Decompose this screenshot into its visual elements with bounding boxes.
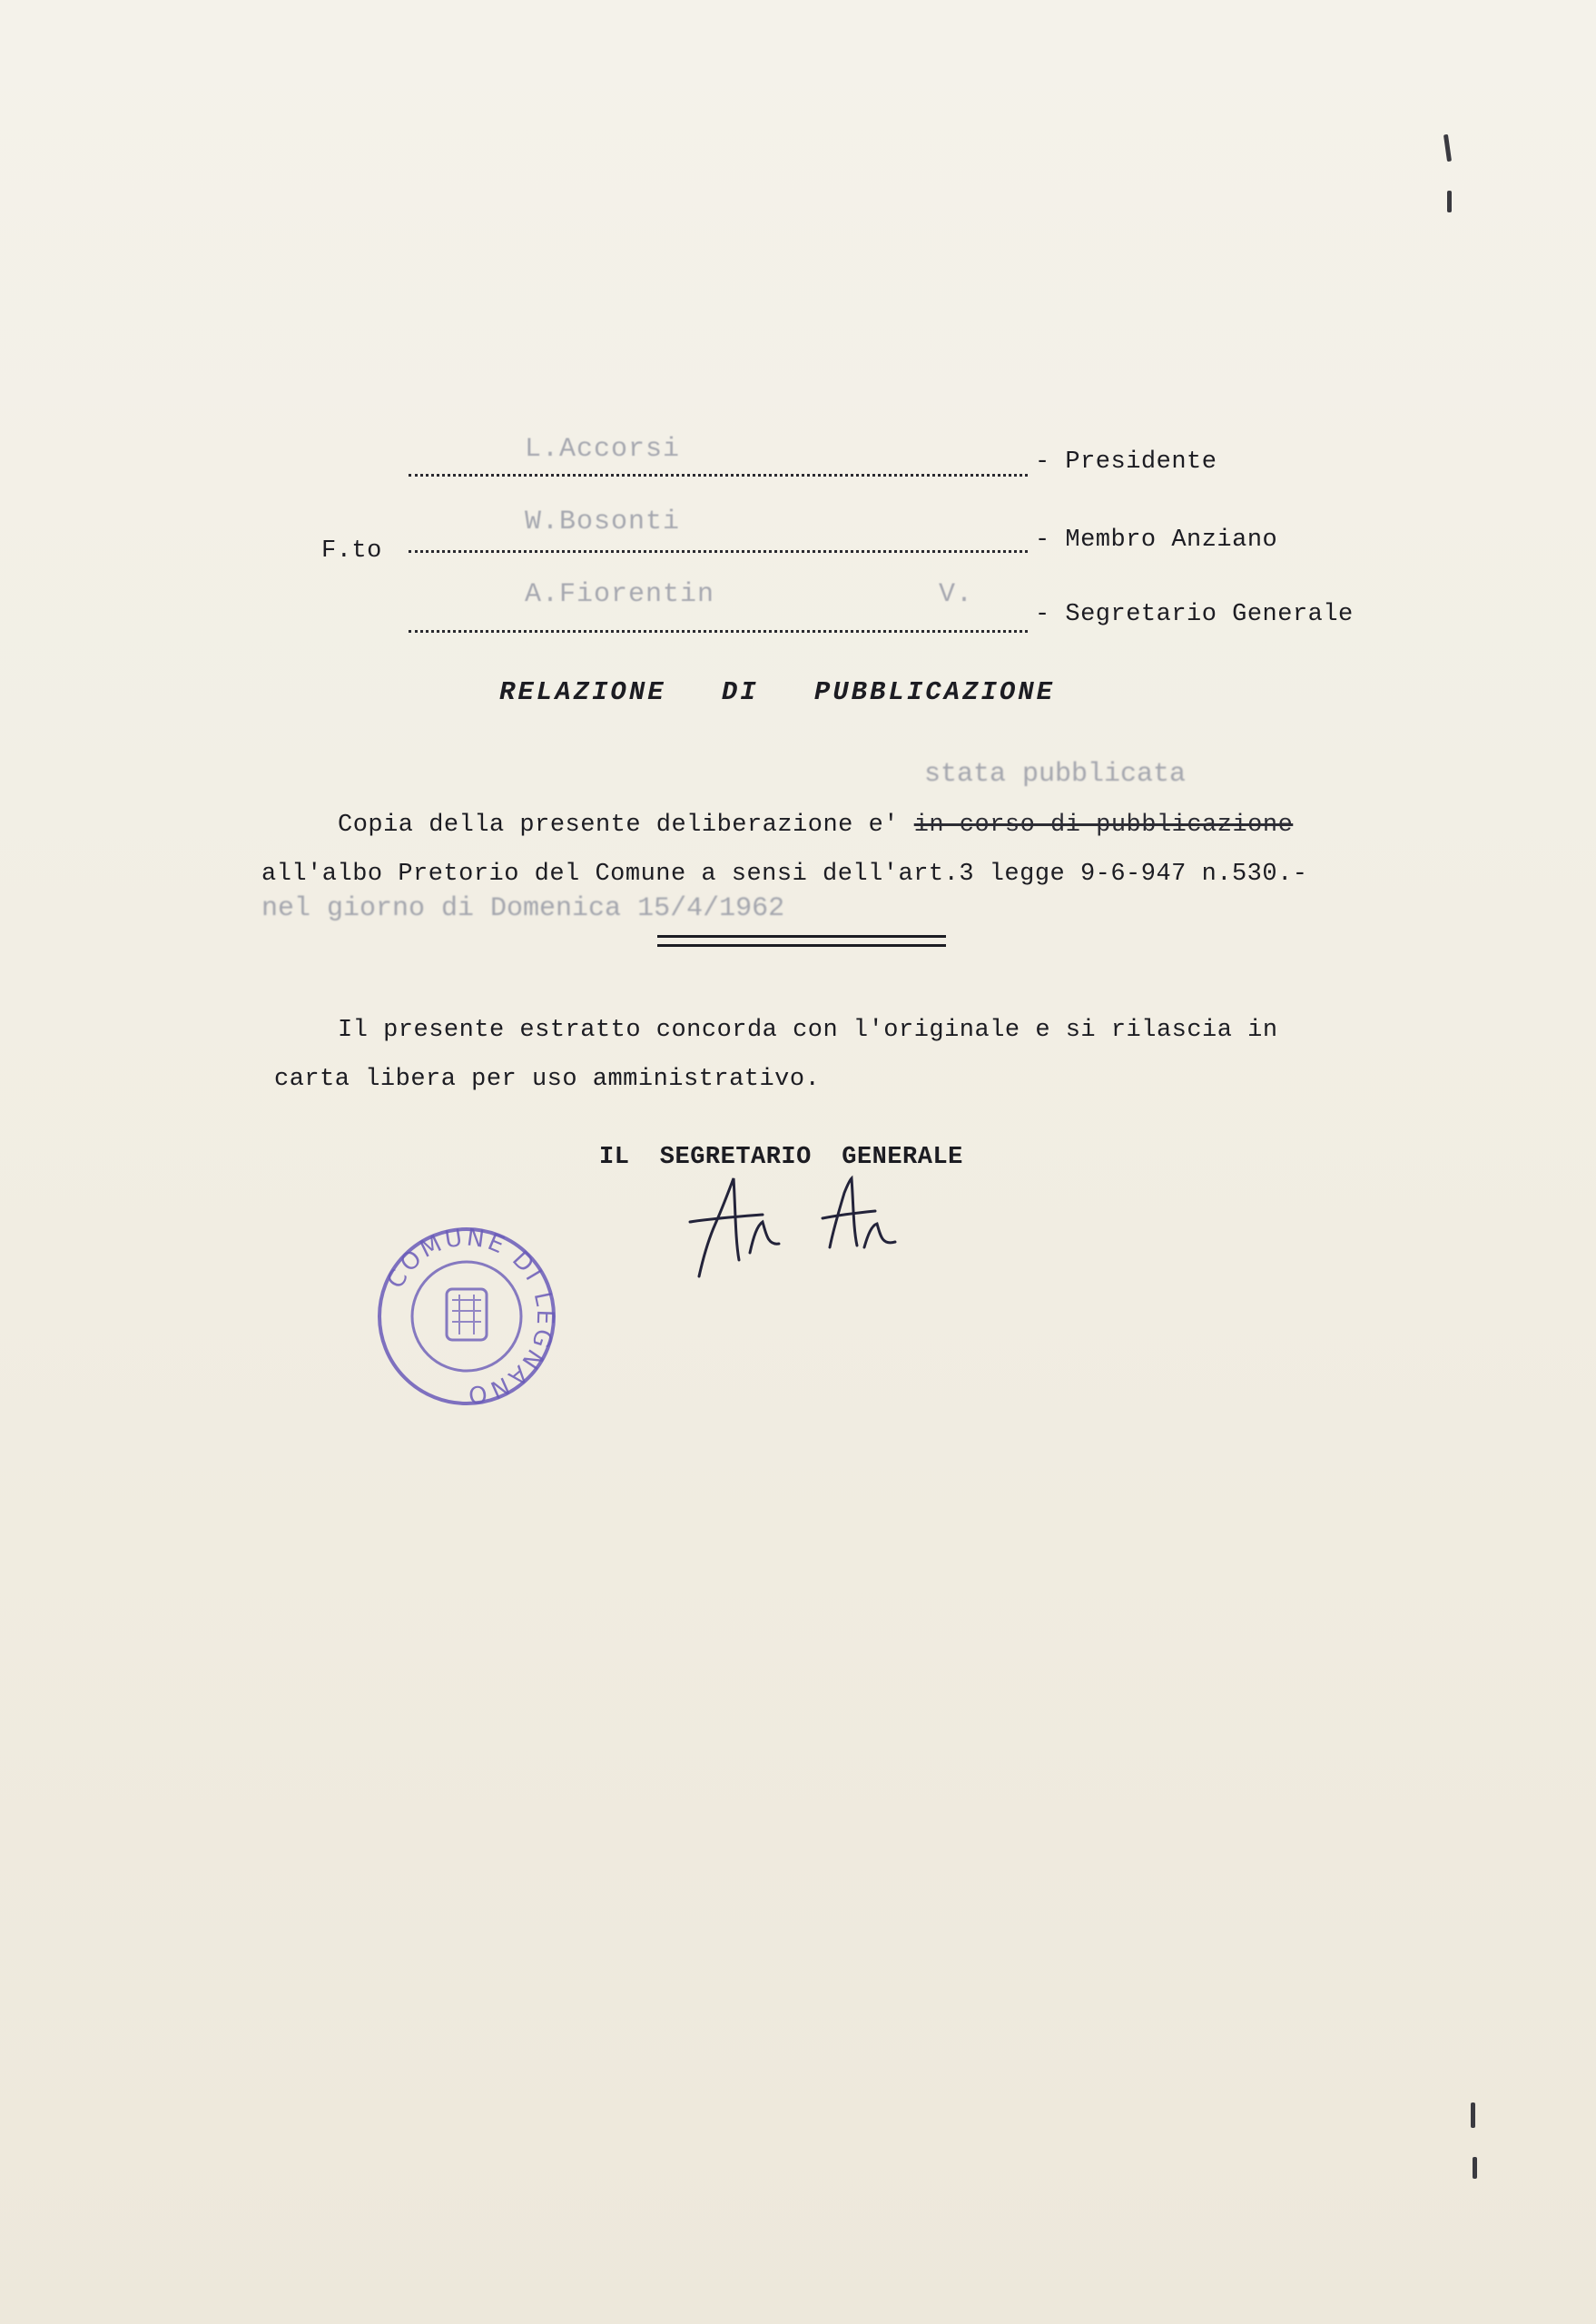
publication-line-1-text: Copia della presente deliberazione e' bbox=[338, 812, 914, 839]
edge-mark-4 bbox=[1473, 2157, 1477, 2179]
edge-mark-1 bbox=[1443, 134, 1452, 162]
signatory-name-3-suffix: V. bbox=[939, 579, 974, 610]
double-rule-bottom bbox=[657, 944, 946, 947]
signature-line-1 bbox=[409, 474, 1028, 477]
publication-date-stamp: nel giorno di Domenica 15/4/1962 bbox=[261, 893, 785, 924]
signatory-name-3: A.Fiorentin bbox=[525, 579, 715, 610]
section-heading: RELAZIONE DI PUBBLICAZIONE bbox=[499, 677, 1056, 707]
role-presidente: - Presidente bbox=[1035, 448, 1217, 476]
signature-line-3 bbox=[409, 630, 1028, 633]
struck-text: in corso di pubblicazione bbox=[913, 812, 1294, 839]
seal-text: COMUNE DI LEGNANO bbox=[381, 1224, 559, 1409]
extract-line-2: carta libera per uso amministrativo. bbox=[274, 1066, 821, 1093]
signatory-name-1: L.Accorsi bbox=[525, 434, 681, 465]
publication-line-2: all'albo Pretorio del Comune a sensi dell'art.3 legge 9-6-947 n.530.- bbox=[261, 861, 1308, 888]
double-rule-top bbox=[657, 935, 946, 938]
publication-line-1 bbox=[338, 812, 1293, 839]
edge-mark-2 bbox=[1447, 191, 1452, 212]
fto-label: F.to bbox=[321, 537, 382, 565]
handwritten-signature bbox=[663, 1153, 917, 1289]
signature-line-2 bbox=[409, 550, 1028, 553]
edge-mark-3 bbox=[1471, 2102, 1475, 2128]
role-segretario-generale: - Segretario Generale bbox=[1035, 601, 1354, 628]
municipal-seal bbox=[370, 1224, 563, 1409]
role-membro-anziano: - Membro Anziano bbox=[1035, 527, 1278, 554]
overwrite-stamp: stata pubblicata bbox=[924, 759, 1187, 790]
signatory-name-2: W.Bosonti bbox=[525, 507, 681, 537]
signature-title: IL SEGRETARIO GENERALE bbox=[599, 1144, 963, 1171]
extract-line-1: Il presente estratto concorda con l'originale e si rilascia in bbox=[338, 1017, 1278, 1044]
